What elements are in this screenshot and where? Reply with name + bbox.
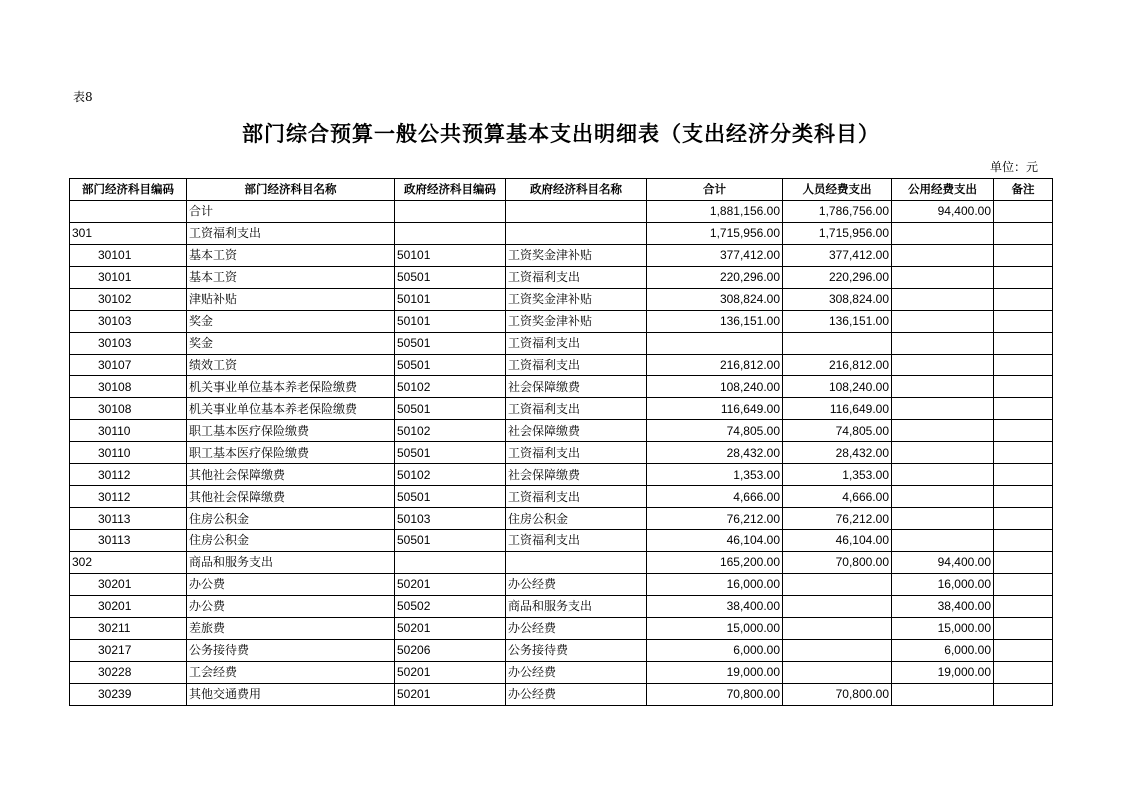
- cell-dept-code: 30102: [70, 288, 187, 310]
- cell-remark: [994, 442, 1053, 464]
- cell-dept-name: 差旅费: [187, 617, 395, 639]
- cell-gov-code: [395, 222, 506, 244]
- cell-personnel: 220,296.00: [783, 266, 892, 288]
- table-row: [70, 639, 1053, 661]
- cell-total: 108,240.00: [647, 376, 783, 398]
- cell-dept-name: 奖金: [187, 310, 395, 332]
- cell-gov-name: 商品和服务支出: [506, 595, 647, 617]
- cell-total: 1,715,956.00: [647, 222, 783, 244]
- cell-gov-name: 办公经费: [506, 661, 647, 683]
- cell-personnel: [783, 595, 892, 617]
- cell-personnel: 377,412.00: [783, 244, 892, 266]
- cell-dept-code: 302: [70, 551, 187, 573]
- cell-personnel: 308,824.00: [783, 288, 892, 310]
- cell-personnel: 46,104.00: [783, 530, 892, 552]
- cell-remark: [994, 398, 1053, 420]
- cell-remark: [994, 266, 1053, 288]
- cell-total: [647, 332, 783, 354]
- cell-dept-code: 30108: [70, 398, 187, 420]
- cell-gov-name: [506, 222, 647, 244]
- cell-remark: [994, 332, 1053, 354]
- cell-total: 308,824.00: [647, 288, 783, 310]
- table-row: [70, 266, 1053, 288]
- cell-public: [892, 244, 994, 266]
- table-row: [70, 617, 1053, 639]
- header-public: 公用经费支出: [892, 179, 994, 201]
- cell-personnel: 70,800.00: [783, 683, 892, 705]
- table-row: [70, 376, 1053, 398]
- cell-public: [892, 354, 994, 376]
- cell-total: 19,000.00: [647, 661, 783, 683]
- cell-dept-code: 30101: [70, 266, 187, 288]
- cell-dept-name: 职工基本医疗保险缴费: [187, 442, 395, 464]
- cell-gov-name: 工资奖金津补贴: [506, 310, 647, 332]
- cell-total: 216,812.00: [647, 354, 783, 376]
- table-row: [70, 573, 1053, 595]
- cell-remark: [994, 486, 1053, 508]
- cell-personnel: 70,800.00: [783, 551, 892, 573]
- header-dept-name: 部门经济科目名称: [187, 179, 395, 201]
- cell-total: 70,800.00: [647, 683, 783, 705]
- cell-public: [892, 332, 994, 354]
- cell-public: [892, 398, 994, 420]
- table-row: [70, 595, 1053, 617]
- cell-dept-name: 基本工资: [187, 266, 395, 288]
- unit-label: 单位：元: [990, 160, 1039, 174]
- table-row: [70, 683, 1053, 705]
- cell-personnel: 1,353.00: [783, 464, 892, 486]
- cell-gov-name: 办公经费: [506, 617, 647, 639]
- cell-remark: [994, 661, 1053, 683]
- cell-remark: [994, 639, 1053, 661]
- table-row: [70, 530, 1053, 552]
- cell-gov-name: 社会保障缴费: [506, 464, 647, 486]
- cell-personnel: [783, 639, 892, 661]
- cell-dept-code: 30228: [70, 661, 187, 683]
- cell-dept-code: 30110: [70, 442, 187, 464]
- cell-gov-name: 工资福利支出: [506, 442, 647, 464]
- cell-personnel: 136,151.00: [783, 310, 892, 332]
- header-personnel: 人员经费支出: [783, 179, 892, 201]
- cell-dept-name: 公务接待费: [187, 639, 395, 661]
- cell-gov-code: 50501: [395, 486, 506, 508]
- cell-dept-name: 职工基本医疗保险缴费: [187, 420, 395, 442]
- cell-dept-name: 其他社会保障缴费: [187, 486, 395, 508]
- cell-dept-name: 机关事业单位基本养老保险缴费: [187, 398, 395, 420]
- cell-gov-code: 50201: [395, 573, 506, 595]
- cell-remark: [994, 683, 1053, 705]
- cell-gov-name: 住房公积金: [506, 508, 647, 530]
- cell-dept-name: 工资福利支出: [187, 222, 395, 244]
- table-row: [70, 354, 1053, 376]
- cell-public: 15,000.00: [892, 617, 994, 639]
- cell-gov-name: 社会保障缴费: [506, 420, 647, 442]
- cell-gov-name: 办公经费: [506, 573, 647, 595]
- cell-personnel: [783, 617, 892, 639]
- table-row: [70, 442, 1053, 464]
- cell-gov-code: 50101: [395, 310, 506, 332]
- cell-public: 6,000.00: [892, 639, 994, 661]
- cell-gov-name: 公务接待费: [506, 639, 647, 661]
- cell-gov-name: [506, 551, 647, 573]
- cell-remark: [994, 573, 1053, 595]
- cell-public: [892, 442, 994, 464]
- cell-gov-code: 50102: [395, 420, 506, 442]
- header-remark: 备注: [994, 179, 1053, 201]
- cell-remark: [994, 244, 1053, 266]
- cell-remark: [994, 310, 1053, 332]
- cell-personnel: [783, 661, 892, 683]
- cell-dept-code: 30112: [70, 486, 187, 508]
- cell-personnel: 216,812.00: [783, 354, 892, 376]
- cell-dept-code: 301: [70, 222, 187, 244]
- cell-public: [892, 464, 994, 486]
- cell-total: 4,666.00: [647, 486, 783, 508]
- table-row: [70, 420, 1053, 442]
- table-row: [70, 200, 1053, 222]
- cell-public: 94,400.00: [892, 200, 994, 222]
- cell-total: 16,000.00: [647, 573, 783, 595]
- cell-public: 38,400.00: [892, 595, 994, 617]
- cell-gov-code: 50201: [395, 683, 506, 705]
- cell-total: 74,805.00: [647, 420, 783, 442]
- cell-dept-code: 30108: [70, 376, 187, 398]
- cell-total: 1,353.00: [647, 464, 783, 486]
- cell-gov-code: 50206: [395, 639, 506, 661]
- table-row: [70, 661, 1053, 683]
- cell-total: 220,296.00: [647, 266, 783, 288]
- cell-remark: [994, 222, 1053, 244]
- table-row: [70, 332, 1053, 354]
- cell-remark: [994, 464, 1053, 486]
- cell-total: 136,151.00: [647, 310, 783, 332]
- cell-dept-code: [70, 200, 187, 222]
- cell-dept-name: 办公费: [187, 573, 395, 595]
- cell-gov-code: [395, 551, 506, 573]
- cell-gov-code: 50201: [395, 661, 506, 683]
- cell-gov-name: 工资福利支出: [506, 486, 647, 508]
- cell-personnel: 1,715,956.00: [783, 222, 892, 244]
- cell-gov-code: 50103: [395, 508, 506, 530]
- cell-public: [892, 222, 994, 244]
- table-row: [70, 288, 1053, 310]
- cell-personnel: 116,649.00: [783, 398, 892, 420]
- cell-dept-name: 津贴补贴: [187, 288, 395, 310]
- cell-gov-code: 50502: [395, 595, 506, 617]
- cell-public: [892, 530, 994, 552]
- cell-remark: [994, 288, 1053, 310]
- cell-dept-code: 30101: [70, 244, 187, 266]
- table-row: [70, 244, 1053, 266]
- cell-gov-name: 工资福利支出: [506, 354, 647, 376]
- cell-personnel: 4,666.00: [783, 486, 892, 508]
- cell-remark: [994, 376, 1053, 398]
- cell-gov-code: 50101: [395, 288, 506, 310]
- cell-dept-name: 商品和服务支出: [187, 551, 395, 573]
- cell-dept-code: 30113: [70, 508, 187, 530]
- header-total: 合计: [647, 179, 783, 201]
- cell-personnel: 1,786,756.00: [783, 200, 892, 222]
- cell-dept-code: 30107: [70, 354, 187, 376]
- cell-gov-code: 50501: [395, 266, 506, 288]
- cell-public: [892, 310, 994, 332]
- cell-total: 38,400.00: [647, 595, 783, 617]
- cell-dept-code: 30103: [70, 310, 187, 332]
- cell-dept-name: 其他交通费用: [187, 683, 395, 705]
- cell-dept-code: 30201: [70, 595, 187, 617]
- cell-gov-name: 工资福利支出: [506, 266, 647, 288]
- cell-dept-name: 绩效工资: [187, 354, 395, 376]
- table-row: [70, 464, 1053, 486]
- cell-gov-name: 工资奖金津补贴: [506, 288, 647, 310]
- cell-dept-name: 住房公积金: [187, 530, 395, 552]
- cell-personnel: [783, 332, 892, 354]
- cell-gov-name: [506, 200, 647, 222]
- cell-total: 116,649.00: [647, 398, 783, 420]
- cell-public: [892, 376, 994, 398]
- cell-personnel: 76,212.00: [783, 508, 892, 530]
- cell-dept-code: 30113: [70, 530, 187, 552]
- cell-gov-code: 50501: [395, 530, 506, 552]
- page-title: 部门综合预算一般公共预算基本支出明细表（支出经济分类科目）: [242, 121, 880, 146]
- cell-total: 1,881,156.00: [647, 200, 783, 222]
- cell-gov-name: 工资福利支出: [506, 398, 647, 420]
- cell-remark: [994, 595, 1053, 617]
- header-row: [70, 179, 1053, 201]
- cell-total: 28,432.00: [647, 442, 783, 464]
- cell-gov-code: 50102: [395, 464, 506, 486]
- table-row: [70, 222, 1053, 244]
- cell-personnel: [783, 573, 892, 595]
- cell-remark: [994, 508, 1053, 530]
- cell-public: [892, 420, 994, 442]
- table-row: [70, 398, 1053, 420]
- table-row: [70, 486, 1053, 508]
- cell-public: [892, 683, 994, 705]
- budget-detail-table: [69, 178, 1053, 706]
- cell-dept-name: 工会经费: [187, 661, 395, 683]
- cell-gov-code: 50501: [395, 354, 506, 376]
- cell-dept-code: 30112: [70, 464, 187, 486]
- cell-dept-name: 机关事业单位基本养老保险缴费: [187, 376, 395, 398]
- cell-gov-code: 50102: [395, 376, 506, 398]
- table-number-label: 表8: [73, 90, 93, 104]
- cell-public: 16,000.00: [892, 573, 994, 595]
- cell-dept-code: 30201: [70, 573, 187, 595]
- cell-dept-name: 基本工资: [187, 244, 395, 266]
- cell-dept-name: 奖金: [187, 332, 395, 354]
- cell-gov-name: 社会保障缴费: [506, 376, 647, 398]
- cell-gov-code: 50101: [395, 244, 506, 266]
- cell-dept-name: 办公费: [187, 595, 395, 617]
- cell-gov-name: 工资福利支出: [506, 332, 647, 354]
- cell-dept-code: 30110: [70, 420, 187, 442]
- cell-gov-code: 50501: [395, 332, 506, 354]
- cell-dept-code: 30239: [70, 683, 187, 705]
- cell-public: [892, 266, 994, 288]
- cell-total: 165,200.00: [647, 551, 783, 573]
- cell-dept-name: 其他社会保障缴费: [187, 464, 395, 486]
- header-gov-name: 政府经济科目名称: [506, 179, 647, 201]
- cell-dept-code: 30211: [70, 617, 187, 639]
- cell-public: 19,000.00: [892, 661, 994, 683]
- cell-remark: [994, 200, 1053, 222]
- cell-dept-code: 30103: [70, 332, 187, 354]
- cell-total: 6,000.00: [647, 639, 783, 661]
- header-dept-code: 部门经济科目编码: [70, 179, 187, 201]
- table-body: [70, 200, 1053, 705]
- cell-total: 76,212.00: [647, 508, 783, 530]
- cell-gov-code: 50501: [395, 398, 506, 420]
- cell-gov-code: 50501: [395, 442, 506, 464]
- cell-total: 377,412.00: [647, 244, 783, 266]
- table-row: [70, 551, 1053, 573]
- cell-gov-code: 50201: [395, 617, 506, 639]
- cell-public: [892, 508, 994, 530]
- cell-public: [892, 288, 994, 310]
- header-gov-code: 政府经济科目编码: [395, 179, 506, 201]
- cell-remark: [994, 617, 1053, 639]
- cell-personnel: 74,805.00: [783, 420, 892, 442]
- cell-remark: [994, 420, 1053, 442]
- cell-remark: [994, 530, 1053, 552]
- table-row: [70, 310, 1053, 332]
- cell-gov-name: 办公经费: [506, 683, 647, 705]
- cell-personnel: 28,432.00: [783, 442, 892, 464]
- cell-public: 94,400.00: [892, 551, 994, 573]
- cell-dept-name: 住房公积金: [187, 508, 395, 530]
- cell-public: [892, 486, 994, 508]
- cell-dept-code: 30217: [70, 639, 187, 661]
- table-row: [70, 508, 1053, 530]
- cell-gov-name: 工资奖金津补贴: [506, 244, 647, 266]
- cell-remark: [994, 354, 1053, 376]
- cell-gov-code: [395, 200, 506, 222]
- cell-personnel: 108,240.00: [783, 376, 892, 398]
- cell-remark: [994, 551, 1053, 573]
- cell-total: 46,104.00: [647, 530, 783, 552]
- cell-gov-name: 工资福利支出: [506, 530, 647, 552]
- cell-dept-name: 合计: [187, 200, 395, 222]
- cell-total: 15,000.00: [647, 617, 783, 639]
